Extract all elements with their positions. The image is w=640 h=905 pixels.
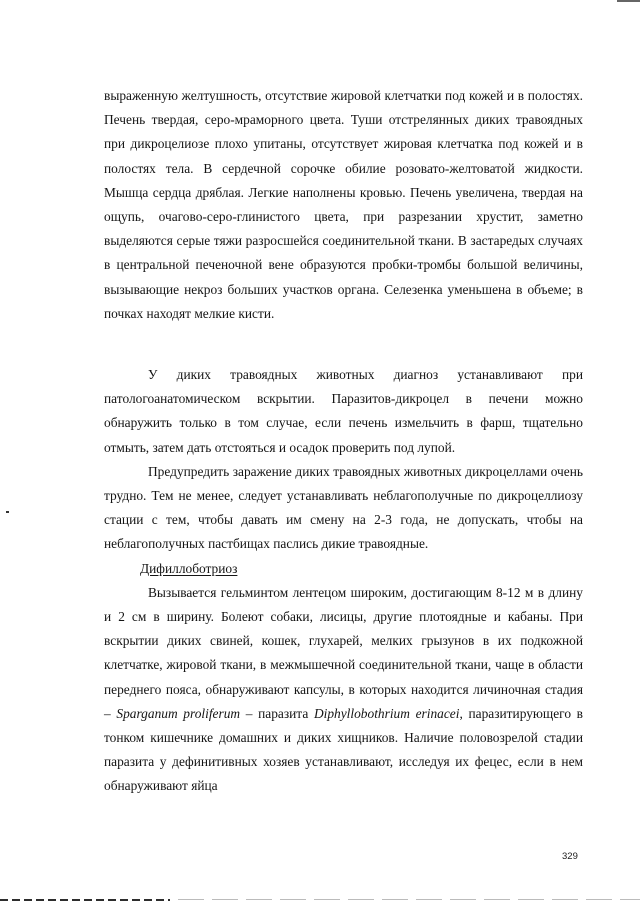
paragraph: [104, 581, 583, 799]
paragraph: выраженную желтушность, отсутствие жировой клетчатки под кожей и в полостях. Печень твердая, серо-мраморного цвета. Туши отстрелянных диких травоядных при дикроцелиозе плохо упитаны, отсутствует жировая клетчатка под кожей и в полостях тела. В сердечной сорочке обилие розовато-желтоватой жидкости. Мышца сердца дряблая. Легкие наполнены кровью. Печень увеличена, твердая на ощупь, очагово-серо-глинистого цвета, при разрезании хрустит, заметно выделяются серые тяжи разросшейся соединительной ткани. В застаредых случаях в центральной печеночной вене образуются пробки-тромбы большой величины, вызывающие некроз больших участков органа. Селезенка уменьшена в объеме; в почках находят мелкие кисти.: [104, 88, 583, 321]
scan-artifact: [178, 899, 640, 900]
latin-term: Diphyllobothrium erinacei: [313, 705, 460, 721]
paragraph-text: Вызывается гельминтом лентецом широким, достигающим 8-12 м в длину и 2 см в ширину. Болеют собаки, лисицы, другие плотоядные и кабаны. При вскрытии диких свиней, кошек, глухарей, мелких грызунов в их подкожной клетчатке, жировой ткани, в межмышечной соединительной ткани, чаще в области переднего пояса, обнаруживают капсулы, в которых находится личиночная стадия –: [104, 584, 583, 721]
paragraph-text: , паразитирующего в тонком кишечнике домашних и диких хищников. Наличие половозрелой стадии паразита у дефинитивных хозяев устанавливают, исследуя их фецес, если в нем обнаруживают яйца: [104, 705, 584, 794]
section-heading: Дифиллоботриоз: [140, 560, 238, 576]
paragraph-text: – паразита: [240, 705, 314, 721]
scan-artifact: [6, 511, 9, 513]
body-text-main: [104, 363, 583, 799]
paragraph: Предупредить заражение диких травоядных животных дикроцеллами очень трудно. Тем не менее, следует устанавливать неблагополучные по дикроцеллиозу стации с тем, чтобы давать им смену на 2-3 года, не допускать, чтобы на неблагополучных пастбищах паслись дикие травоядные.: [104, 463, 583, 552]
scan-artifact: [617, 0, 640, 2]
latin-term: Sparganum proliferum: [116, 705, 241, 721]
scan-artifact: [0, 899, 170, 901]
paragraph: У диких травоядных животных диагноз устанавливают при патологоанатомическом вскрытии. Паразитов-дикроцел в печени можно обнаружить только в том случае, если печень измельчить в фарш, тщательно отмыть, затем дать отстояться и осадок проверить под лупой.: [104, 367, 583, 455]
body-text-top: [104, 84, 583, 326]
page-number: 329: [562, 851, 578, 862]
